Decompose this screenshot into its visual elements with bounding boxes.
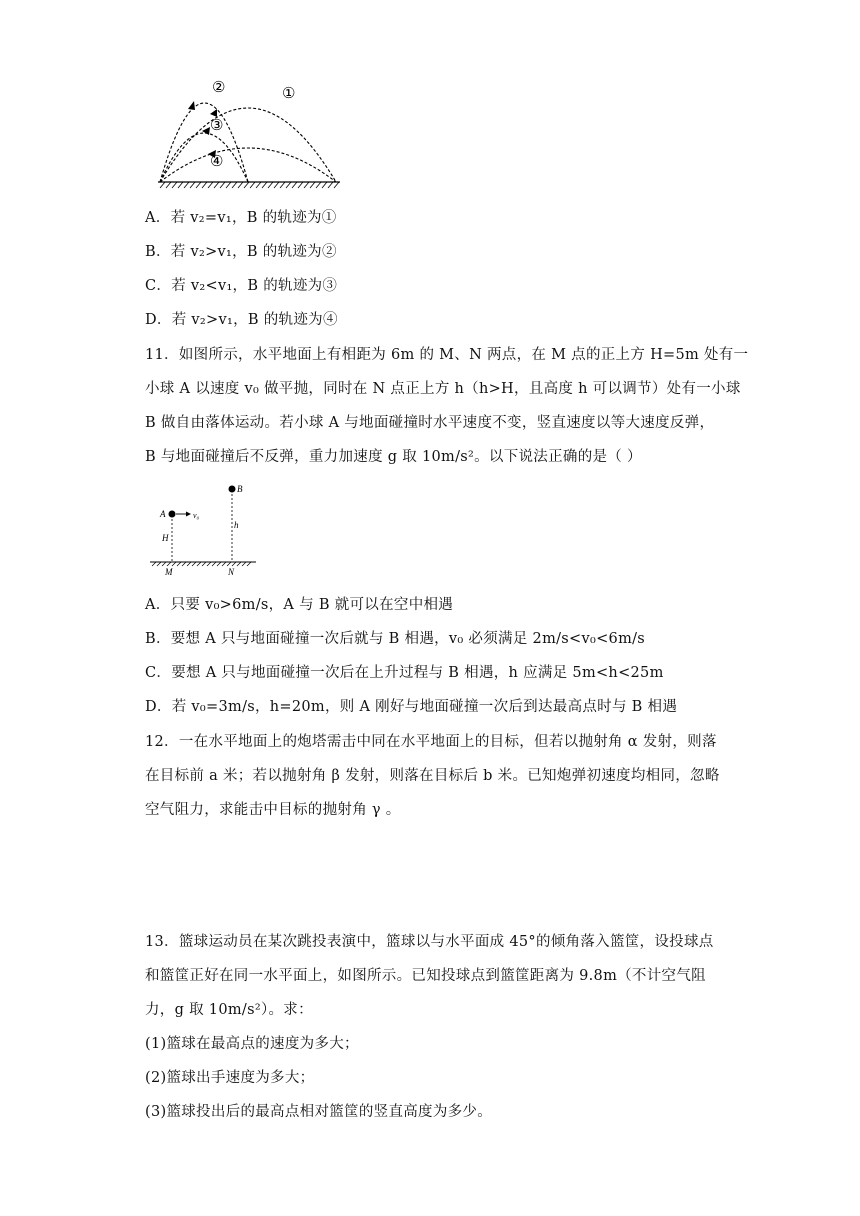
label-4: ④ <box>210 154 224 170</box>
q11-option-b: B．要想 A 只与地面碰撞一次后就与 B 相遇，v₀ 必须满足 2m/s<v₀<6m/s <box>145 631 646 647</box>
trajectory-3 <box>160 133 248 182</box>
q11-option-d: D．若 v₀=3m/s，h=20m，则 A 刚好与地面碰撞一次后到达最高点时与 B 相遇 <box>145 699 678 715</box>
q11-stem-line-3: B 做自由落体运动。若小球 A 与地面碰撞时水平速度不变，竖直速度以等大速度反弹， <box>145 415 715 431</box>
q13-line-1: 13．篮球运动员在某次跳投表演中，篮球以与水平面成 45°的倾角落入篮筐，设投球点 <box>145 934 714 950</box>
q13-sub-question-3: (3)篮球投出后的最高点相对篮筐的竖直高度为多少。 <box>145 1104 493 1120</box>
q12-line-2: 在目标前 a 米；若以抛射角 β 发射，则落在目标后 b 米。已知炮弹初速度均相同，忽略 <box>145 768 720 784</box>
q11-figure <box>148 480 258 580</box>
label-h-upper: H <box>162 533 169 543</box>
q13-line-2: 和篮筐正好在同一水平面上，如图所示。已知投球点到篮筐距离为 9.8m（不计空气阻 <box>145 968 706 984</box>
trajectory-4 <box>160 148 336 182</box>
label-m: M <box>165 567 173 577</box>
label-3: ③ <box>210 118 224 134</box>
label-a: A <box>160 509 166 519</box>
q11-stem-line-2: 小球 A 以速度 v₀ 做平抛，同时在 N 点正上方 h（h>H，且高度 h 可以调节）处有一小球 <box>145 381 741 397</box>
trajectory-2 <box>160 103 248 182</box>
label-h-lower: h <box>234 520 239 530</box>
label-n: N <box>228 567 235 577</box>
q11-stem-line-1: 11．如图所示，水平地面上有相距为 6m 的 M、N 两点，在 M 点的正上方 H=5m 处有一 <box>145 347 749 363</box>
trajectory-diagram <box>150 74 350 190</box>
q10-option-a: A．若 v₂=v₁，B 的轨迹为① <box>145 210 337 226</box>
q10-option-b: B．若 v₂>v₁，B 的轨迹为② <box>145 244 337 260</box>
q11-option-a: A．只要 v₀>6m/s，A 与 B 就可以在空中相遇 <box>145 597 454 613</box>
q11-stem-line-4: B 与地面碰撞后不反弹，重力加速度 g 取 10m/s²。以下说法正确的是（ ） <box>145 449 642 465</box>
trajectory-figure <box>150 74 350 190</box>
q13-line-3: 力，g 取 10m/s²）。求： <box>145 1002 313 1018</box>
ball-a <box>169 511 176 518</box>
label-1: ① <box>282 86 296 102</box>
q12-line-1: 12．一在水平地面上的炮塔需击中同在水平地面上的目标，但若以抛射角 α 发射，则落 <box>145 734 717 750</box>
ball-b <box>229 486 236 493</box>
q12-line-3: 空气阻力，求能击中目标的抛射角 γ 。 <box>145 802 401 818</box>
q13-sub-question-1: (1)篮球在最高点的速度为多大； <box>145 1036 359 1052</box>
trajectory-1 <box>160 108 336 182</box>
q11-option-c: C．要想 A 只与地面碰撞一次后在上升过程与 B 相遇，h 应满足 5m<h<25m <box>145 665 664 681</box>
label-v0: v₀ <box>193 511 200 520</box>
q13-sub-question-2: (2)篮球出手速度为多大； <box>145 1070 315 1086</box>
label-2: ② <box>212 80 226 96</box>
q11-diagram <box>148 480 258 580</box>
q10-option-d: D．若 v₂>v₁，B 的轨迹为④ <box>145 312 338 328</box>
q10-option-c: C．若 v₂<v₁，B 的轨迹为③ <box>145 278 338 294</box>
label-b: B <box>237 484 243 494</box>
